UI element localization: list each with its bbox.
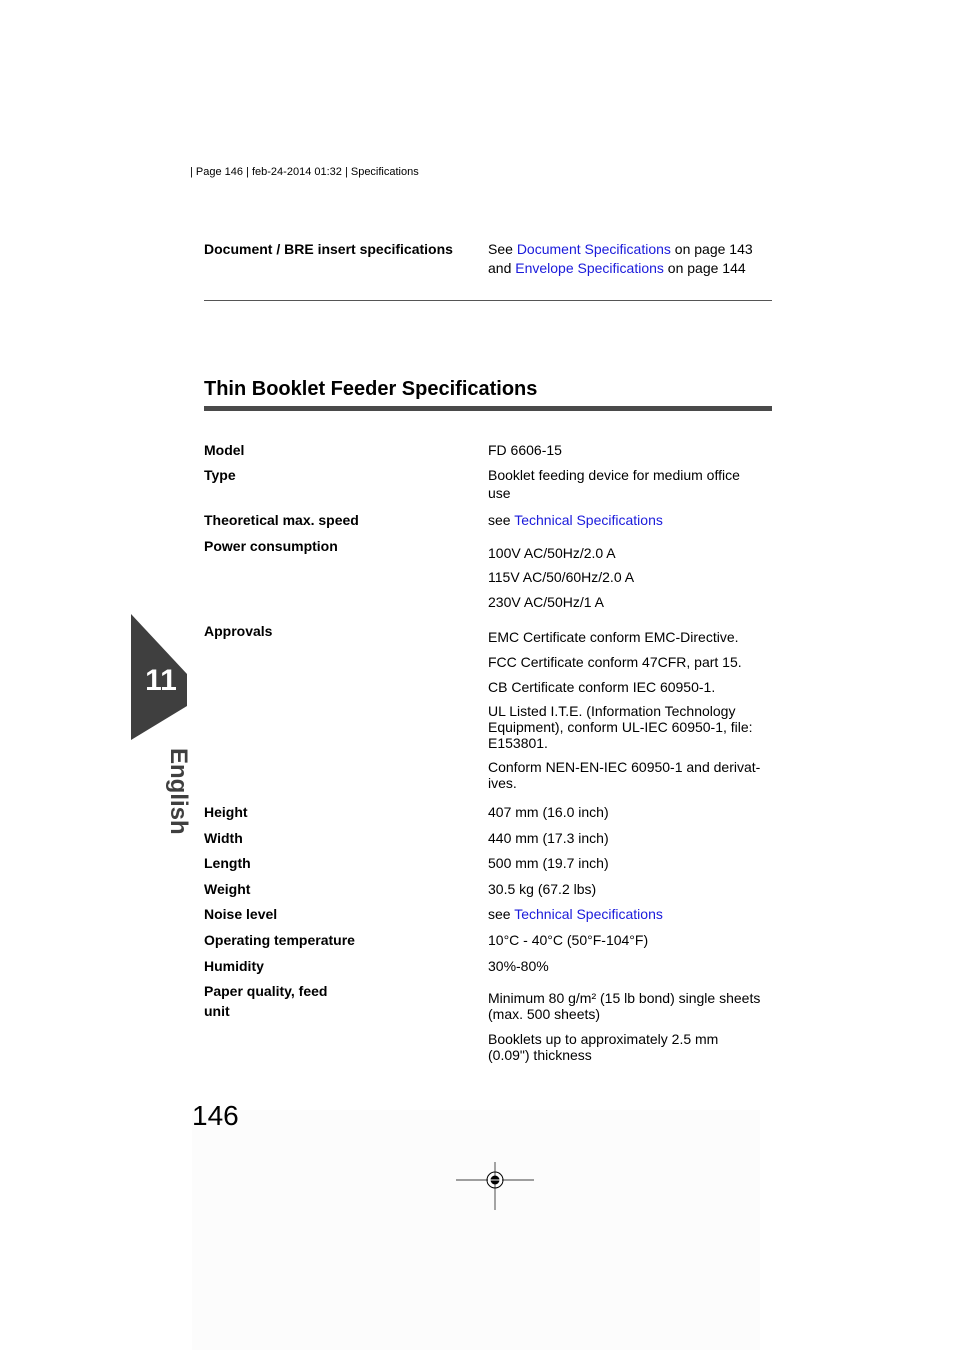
noise-value: [488, 905, 768, 923]
doc-insert-label: Document / BRE insert specifications: [204, 241, 453, 257]
doc-insert-suffix: on page 144: [663, 260, 746, 276]
height-value: 407 mm (16.0 inch): [488, 804, 609, 820]
noise-technical-specifications-link[interactable]: Technical Specifications: [514, 906, 663, 922]
approvals-label: Approvals: [204, 623, 273, 639]
doc-insert-mid: on page 143 and: [488, 241, 753, 276]
section-title: Thin Booklet Feeder Specifications: [204, 378, 538, 400]
running-header: | Page 146 | feb-24-2014 01:32 | Specifications: [190, 166, 419, 178]
page-footer-band: [192, 1110, 760, 1350]
weight-value: 30.5 kg (67.2 lbs): [488, 881, 597, 897]
power-value-2: 115V AC/50/60Hz/2.0 A: [488, 569, 635, 585]
language-text: English: [165, 748, 192, 835]
speed-label: Theoretical max. speed: [204, 512, 359, 528]
temperature-value: 10°C - 40°C (50°F-104°F): [488, 932, 649, 948]
temperature-label: Operating temperature: [204, 932, 355, 948]
approvals-value-1: EMC Certificate conform EMC-Directive.: [488, 629, 739, 645]
speed-prefix: see: [488, 512, 515, 528]
model-value: FD 6606-15: [488, 442, 562, 458]
paper-label-line2: unit: [204, 1003, 230, 1019]
humidity-label: Humidity: [204, 958, 264, 974]
speed-technical-specifications-link[interactable]: Technical Specifications: [514, 512, 663, 528]
speed-value: [488, 511, 768, 529]
weight-label: Weight: [204, 881, 251, 897]
model-label: Model: [204, 442, 245, 458]
doc-insert-value: [488, 240, 758, 278]
width-value: 440 mm (17.3 inch): [488, 830, 609, 846]
paper-value-1: Minimum 80 g/m² (15 lb bond) single sheets (max. 500 sheets): [488, 990, 761, 1022]
power-value-3: 230V AC/50Hz/1 A: [488, 594, 604, 610]
approvals-value-3: CB Certificate conform IEC 60950-1.: [488, 679, 716, 695]
approvals-value-4: UL Listed I.T.E. (Information Technology Equipment), conform UL-IEC 60950-1, file: E153801.: [488, 703, 753, 751]
chapter-number: 11: [145, 664, 177, 697]
envelope-specifications-link[interactable]: Envelope Specifications: [515, 260, 664, 276]
chapter-tab: [131, 614, 187, 740]
registration-mark: [456, 1160, 536, 1212]
paper-label-line1: Paper quality, feed: [204, 983, 328, 999]
power-label: Power consumption: [204, 538, 338, 554]
type-value: Booklet feeding device for medium office use: [488, 467, 740, 501]
divider: [204, 300, 772, 301]
power-value-1: 100V AC/50Hz/2.0 A: [488, 545, 616, 561]
language-label: [137, 748, 192, 838]
page-number: 146: [192, 1100, 239, 1131]
section-rule: [204, 406, 772, 411]
width-label: Width: [204, 830, 243, 846]
document-specifications-link[interactable]: Document Specifications: [516, 241, 671, 257]
paper-value-2: Booklets up to approximately 2.5 mm (0.09") thickness: [488, 1031, 719, 1063]
doc-insert-prefix: See: [488, 241, 517, 257]
height-label: Height: [204, 804, 248, 820]
length-value: 500 mm (19.7 inch): [488, 855, 609, 871]
noise-label: Noise level: [204, 906, 278, 922]
noise-prefix: see: [488, 906, 515, 922]
approvals-value-5: Conform NEN-EN-IEC 60950-1 and derivat-ives.: [488, 759, 761, 791]
length-label: Length: [204, 855, 251, 871]
humidity-value: 30%-80%: [488, 958, 549, 974]
type-label: Type: [204, 467, 236, 483]
approvals-value-2: FCC Certificate conform 47CFR, part 15.: [488, 654, 742, 670]
